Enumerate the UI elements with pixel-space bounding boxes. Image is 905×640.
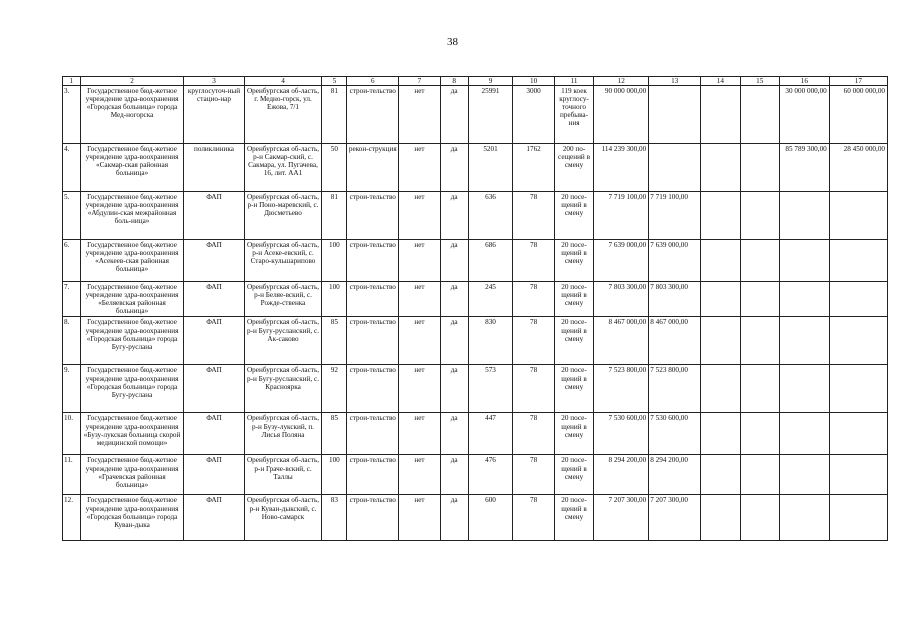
capacity-cell: 20 посе-щений в смену [554, 282, 593, 317]
col10-cell: 78 [513, 495, 555, 541]
table-row [63, 144, 888, 192]
column-number-cell: 15 [740, 77, 779, 86]
col15-cell [740, 86, 779, 144]
institution-cell: Государственное бюд-жетное учреждение здра-воохранения «Абдулин-ская межрайонная боль-ница» [80, 192, 184, 240]
col8-cell: да [440, 240, 468, 282]
col14-cell [701, 495, 740, 541]
row-number-cell: 6. [63, 240, 81, 282]
address-cell: Оренбургская об-ласть, р-н Бузу-лукский, п. Лисья Поляна [244, 413, 322, 455]
column-number-cell: 5 [322, 77, 347, 86]
amount-col16-cell: 85 789 300,00 [779, 144, 829, 192]
amount-col13-cell: 7 207 300,00 [649, 495, 701, 541]
column-number-cell: 1 [63, 77, 81, 86]
col9-cell: 686 [468, 240, 513, 282]
row-number-cell: 9. [63, 365, 81, 413]
amount-col17-cell: 60 000 000,00 [829, 86, 887, 144]
col8-cell: да [440, 455, 468, 495]
amount-col13-cell: 8 467 000,00 [649, 317, 701, 365]
column-number-cell: 6 [347, 77, 399, 86]
col7-cell: нет [399, 413, 441, 455]
amount-col17-cell [829, 192, 887, 240]
amount-col17-cell [829, 495, 887, 541]
amount-col13-cell: 8 294 200,00 [649, 455, 701, 495]
address-cell: Оренбургская об-ласть, г. Медно-горск, ул. Ежова, 7/1 [244, 86, 322, 144]
amount-col13-cell: 7 523 800,00 [649, 365, 701, 413]
amount-col13-cell: 7 530 600,00 [649, 413, 701, 455]
col14-cell [701, 86, 740, 144]
col14-cell [701, 317, 740, 365]
col9-cell: 600 [468, 495, 513, 541]
table-row [63, 192, 888, 240]
address-cell: Оренбургская об-ласть, р-н Сакмар-ский, с. Сакмара, ул. Пугачева, 16, лит. АА1 [244, 144, 322, 192]
column-number-cell: 10 [513, 77, 555, 86]
row-number-cell: 8. [63, 317, 81, 365]
facility-type-cell: ФАП [184, 192, 244, 240]
institution-cell: Государственное бюд-жетное учреждение здра-воохранения «Асекеев-ская районная больница» [80, 240, 184, 282]
amount-total-cell: 7 803 300,00 [594, 282, 649, 317]
amount-col17-cell [829, 413, 887, 455]
facility-type-cell: ФАП [184, 240, 244, 282]
col7-cell: нет [399, 86, 441, 144]
col15-cell [740, 413, 779, 455]
institution-cell: Государственное бюд-жетное учреждение здра-воохранения «Городская больница» города Бугу-руслана [80, 365, 184, 413]
col7-cell: нет [399, 240, 441, 282]
col9-cell: 245 [468, 282, 513, 317]
col14-cell [701, 455, 740, 495]
col10-cell: 78 [513, 240, 555, 282]
address-cell: Оренбургская об-ласть, р-н Поно-маревский, с. Дюсметьево [244, 192, 322, 240]
address-cell: Оренбургская об-ласть, р-н Бугу-русланский, с. Ак-саково [244, 317, 322, 365]
col8-cell: да [440, 365, 468, 413]
col10-cell: 78 [513, 282, 555, 317]
work-type-cell: строи-тельство [347, 192, 399, 240]
column-number-cell: 16 [779, 77, 829, 86]
institution-cell: Государственное бюд-жетное учреждение здра-воохранения «Беляевская районная больница» [80, 282, 184, 317]
col14-cell [701, 240, 740, 282]
column-number-cell: 11 [554, 77, 593, 86]
address-cell: Оренбургская об-ласть, р-н Бугу-русланский, с. Красноярка [244, 365, 322, 413]
row-number-cell: 3. [63, 86, 81, 144]
address-cell: Оренбургская об-ласть, р-н Беляе-вский, с. Рожде-ственка [244, 282, 322, 317]
capacity-cell: 20 посе-щений в смену [554, 192, 593, 240]
amount-total-cell: 7 523 800,00 [594, 365, 649, 413]
amount-col16-cell [779, 192, 829, 240]
facility-type-cell: ФАП [184, 282, 244, 317]
col5-cell: 50 [322, 144, 347, 192]
amount-col17-cell [829, 365, 887, 413]
work-type-cell: строи-тельство [347, 365, 399, 413]
work-type-cell: строи-тельство [347, 317, 399, 365]
work-type-cell: строи-тельство [347, 282, 399, 317]
column-number-cell: 9 [468, 77, 513, 86]
col10-cell: 78 [513, 455, 555, 495]
row-number-cell: 11. [63, 455, 81, 495]
amount-col16-cell [779, 495, 829, 541]
institution-cell: Государственное бюд-жетное учреждение здра-воохранения «Городская больница» города Мед-ногорска [80, 86, 184, 144]
capacity-cell: 20 посе-щений в смену [554, 455, 593, 495]
column-number-row [63, 77, 888, 86]
amount-col16-cell [779, 455, 829, 495]
col5-cell: 85 [322, 413, 347, 455]
col9-cell: 476 [468, 455, 513, 495]
institution-cell: Государственное бюд-жетное учреждение здра-воохранения «Городская больница» города Бугу-руслана [80, 317, 184, 365]
amount-col16-cell [779, 282, 829, 317]
institution-cell: Государственное бюд-жетное учреждение здра-воохранения «Городская больница» города Куван-дыка [80, 495, 184, 541]
col14-cell [701, 282, 740, 317]
amount-total-cell: 90 000 000,00 [594, 86, 649, 144]
institution-cell: Государственное бюд-жетное учреждение здра-воохранения «Сакмар-ская районная больница» [80, 144, 184, 192]
column-number-cell: 2 [80, 77, 184, 86]
col9-cell: 5201 [468, 144, 513, 192]
col7-cell: нет [399, 192, 441, 240]
amount-total-cell: 114 239 300,00 [594, 144, 649, 192]
col5-cell: 92 [322, 365, 347, 413]
col5-cell: 83 [322, 495, 347, 541]
address-cell: Оренбургская об-ласть, р-н Асеке-евский, с. Старо-кульшарипово [244, 240, 322, 282]
col8-cell: да [440, 192, 468, 240]
col10-cell: 3000 [513, 86, 555, 144]
col8-cell: да [440, 413, 468, 455]
amount-col16-cell: 30 000 000,00 [779, 86, 829, 144]
facility-type-cell: ФАП [184, 365, 244, 413]
amount-total-cell: 7 639 000,00 [594, 240, 649, 282]
capacity-cell: 20 посе-щений в смену [554, 413, 593, 455]
col5-cell: 81 [322, 86, 347, 144]
col5-cell: 81 [322, 192, 347, 240]
col7-cell: нет [399, 455, 441, 495]
amount-col17-cell: 28 450 000,00 [829, 144, 887, 192]
facility-type-cell: поликлиника [184, 144, 244, 192]
col5-cell: 100 [322, 455, 347, 495]
table-row [63, 86, 888, 144]
capacity-cell: 20 посе-щений в смену [554, 240, 593, 282]
work-type-cell: строи-тельство [347, 495, 399, 541]
row-number-cell: 4. [63, 144, 81, 192]
amount-col13-cell [649, 144, 701, 192]
capacity-cell: 20 посе-щений в смену [554, 365, 593, 413]
amount-total-cell: 8 294 200,00 [594, 455, 649, 495]
column-number-cell: 4 [244, 77, 322, 86]
col15-cell [740, 365, 779, 413]
col14-cell [701, 192, 740, 240]
amount-col13-cell [649, 86, 701, 144]
col15-cell [740, 192, 779, 240]
column-number-cell: 12 [594, 77, 649, 86]
col8-cell: да [440, 495, 468, 541]
amount-col17-cell [829, 282, 887, 317]
col10-cell: 1762 [513, 144, 555, 192]
capacity-cell: 20 посе-щений в смену [554, 495, 593, 541]
table-row [63, 282, 888, 317]
row-number-cell: 12. [63, 495, 81, 541]
col15-cell [740, 282, 779, 317]
col15-cell [740, 144, 779, 192]
col15-cell [740, 240, 779, 282]
amount-total-cell: 7 530 600,00 [594, 413, 649, 455]
col7-cell: нет [399, 365, 441, 413]
column-number-cell: 13 [649, 77, 701, 86]
col14-cell [701, 144, 740, 192]
amount-col16-cell [779, 413, 829, 455]
col5-cell: 85 [322, 317, 347, 365]
table-row [63, 455, 888, 495]
institution-cell: Государственное бюд-жетное учреждение здра-воохранения «Бузу-лукская больница скорой медицинской помощи» [80, 413, 184, 455]
facility-type-cell: ФАП [184, 317, 244, 365]
amount-col13-cell: 7 639 000,00 [649, 240, 701, 282]
table-row [63, 240, 888, 282]
amount-col17-cell [829, 240, 887, 282]
work-type-cell: строи-тельство [347, 413, 399, 455]
col5-cell: 100 [322, 240, 347, 282]
col8-cell: да [440, 317, 468, 365]
col7-cell: нет [399, 495, 441, 541]
col9-cell: 573 [468, 365, 513, 413]
amount-col16-cell [779, 365, 829, 413]
col15-cell [740, 317, 779, 365]
work-type-cell: строи-тельство [347, 86, 399, 144]
col7-cell: нет [399, 144, 441, 192]
amount-col17-cell [829, 455, 887, 495]
row-number-cell: 7. [63, 282, 81, 317]
capacity-cell: 119 коек круглосу-точного пребыва-ния [554, 86, 593, 144]
amount-total-cell: 8 467 000,00 [594, 317, 649, 365]
table-row [63, 365, 888, 413]
facility-type-cell: круглосуточ-ный стацио-нар [184, 86, 244, 144]
col15-cell [740, 455, 779, 495]
amount-col16-cell [779, 240, 829, 282]
institution-cell: Государственное бюд-жетное учреждение здра-воохранения «Грачевская районная больница» [80, 455, 184, 495]
col8-cell: да [440, 86, 468, 144]
facility-type-cell: ФАП [184, 495, 244, 541]
col8-cell: да [440, 282, 468, 317]
work-type-cell: строи-тельство [347, 455, 399, 495]
col10-cell: 78 [513, 413, 555, 455]
column-number-cell: 7 [399, 77, 441, 86]
facility-type-cell: ФАП [184, 413, 244, 455]
capacity-cell: 200 по-сещений в смену [554, 144, 593, 192]
amount-col13-cell: 7 719 100,00 [649, 192, 701, 240]
col7-cell: нет [399, 282, 441, 317]
col10-cell: 78 [513, 192, 555, 240]
col14-cell [701, 365, 740, 413]
col15-cell [740, 495, 779, 541]
table-row [63, 495, 888, 541]
col9-cell: 447 [468, 413, 513, 455]
column-number-cell: 14 [701, 77, 740, 86]
row-number-cell: 5. [63, 192, 81, 240]
amount-col16-cell [779, 317, 829, 365]
facilities-table [62, 76, 888, 541]
address-cell: Оренбургская об-ласть, р-н Граче-вский, с. Таллы [244, 455, 322, 495]
col10-cell: 78 [513, 317, 555, 365]
work-type-cell: строи-тельство [347, 240, 399, 282]
amount-total-cell: 7 207 300,00 [594, 495, 649, 541]
facility-type-cell: ФАП [184, 455, 244, 495]
column-number-cell: 3 [184, 77, 244, 86]
row-number-cell: 10. [63, 413, 81, 455]
col5-cell: 100 [322, 282, 347, 317]
page-number: 38 [447, 36, 458, 48]
col14-cell [701, 413, 740, 455]
amount-col17-cell [829, 317, 887, 365]
work-type-cell: рекон-струкция [347, 144, 399, 192]
col9-cell: 25991 [468, 86, 513, 144]
amount-total-cell: 7 719 100,00 [594, 192, 649, 240]
capacity-cell: 20 посе-щений в смену [554, 317, 593, 365]
col8-cell: да [440, 144, 468, 192]
col10-cell: 78 [513, 365, 555, 413]
col9-cell: 830 [468, 317, 513, 365]
table-row [63, 317, 888, 365]
col7-cell: нет [399, 317, 441, 365]
table-row [63, 413, 888, 455]
amount-col13-cell: 7 803 300,00 [649, 282, 701, 317]
col9-cell: 636 [468, 192, 513, 240]
column-number-cell: 8 [440, 77, 468, 86]
address-cell: Оренбургская об-ласть, р-н Куван-дыкский, с. Ново-самарск [244, 495, 322, 541]
column-number-cell: 17 [829, 77, 887, 86]
